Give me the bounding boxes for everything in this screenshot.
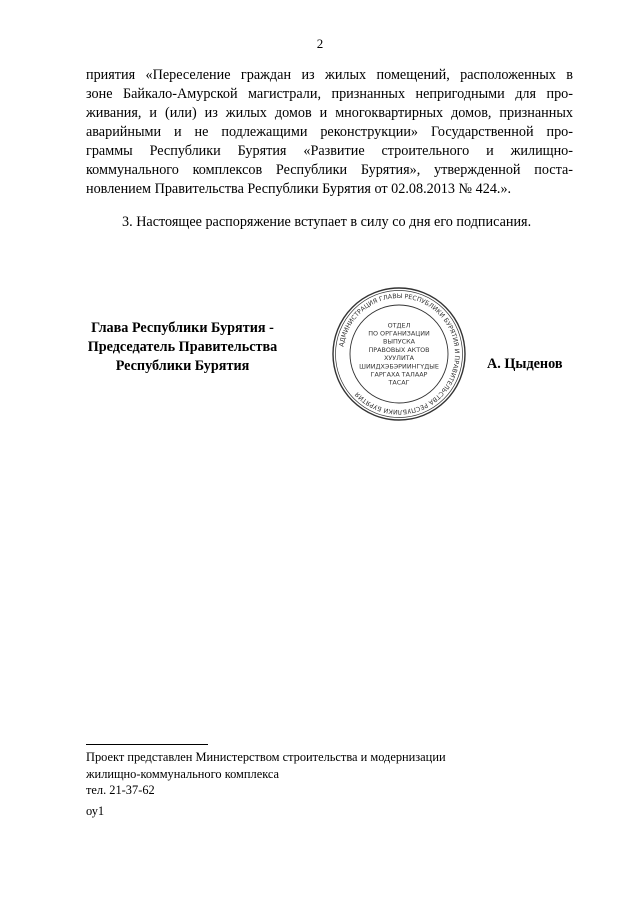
signer-title-line: Республики Бурятия: [115, 358, 250, 374]
text-line: 3. Настоящее распоряжение вступает в силу со дня его подписания.: [122, 214, 532, 230]
seal-ring-text: АДМИНИСТРАЦИЯ ГЛАВЫ РЕСПУБЛИКИ БУРЯТИЯ И ПРАВИТЕЛЬСТВА РЕСПУБЛИКИ БУРЯТИЯ: [338, 292, 461, 416]
seal-inner-line: ТАСАГ: [388, 378, 410, 387]
text-line: живания, и (или) из жилых домов и многоквартирных домов, признанных: [86, 105, 573, 121]
footnote-line: Проект представлен Министерством строительства и модернизации: [86, 750, 446, 764]
paragraph-1: [86, 66, 573, 199]
seal-inner-line: ГАРГАХА ТАЛААР: [370, 370, 428, 379]
text-line: граммы Республики Бурятия «Развитие строительного и жилищно-: [86, 143, 573, 159]
footnote-divider: [86, 744, 208, 745]
signer-title: [80, 319, 285, 376]
signer-title-line: Глава Республики Бурятия -: [91, 320, 274, 336]
seal-inner-line: ПО ОРГАНИЗАЦИИ: [368, 329, 430, 338]
paragraph-2: [86, 213, 573, 232]
signer-name: А. Цыденов: [487, 356, 563, 372]
seal-inner-line: ПРАВОВЫХ АКТОВ: [368, 345, 430, 354]
text-line: аварийными и не подлежащими реконструкции» Государственной про-: [86, 124, 573, 140]
footnote: [86, 749, 586, 799]
seal-inner-line: ОТДЕЛ: [387, 321, 411, 330]
seal-inner-line: ВЫПУСКА: [382, 337, 416, 346]
seal-inner-line: ХУУЛИТА: [383, 354, 415, 363]
text-line: коммунального комплексов Республики Бурятия», утвержденной поста-: [86, 162, 573, 178]
signer-title-line: Председатель Правительства: [87, 339, 278, 355]
text-line: зоне Байкало-Амурской магистрали, признанных непригодными для про-: [86, 86, 573, 102]
text-line: приятия «Переселение граждан из жилых помещений, расположенных в: [86, 67, 573, 83]
footnote-line: жилищно-коммунального комплекса: [86, 766, 280, 781]
official-seal: [331, 286, 467, 422]
text-line: новлением Правительства Республики Бурятия от 02.08.2013 № 424.».: [86, 181, 512, 197]
page-number: 2: [316, 36, 324, 51]
footnote-line: тел. 21-37-62: [86, 783, 155, 797]
seal-inner-line: ШИИДХЭБЭРИИНГҮДЫЕ: [359, 362, 439, 371]
document-code: оу1: [86, 804, 105, 818]
